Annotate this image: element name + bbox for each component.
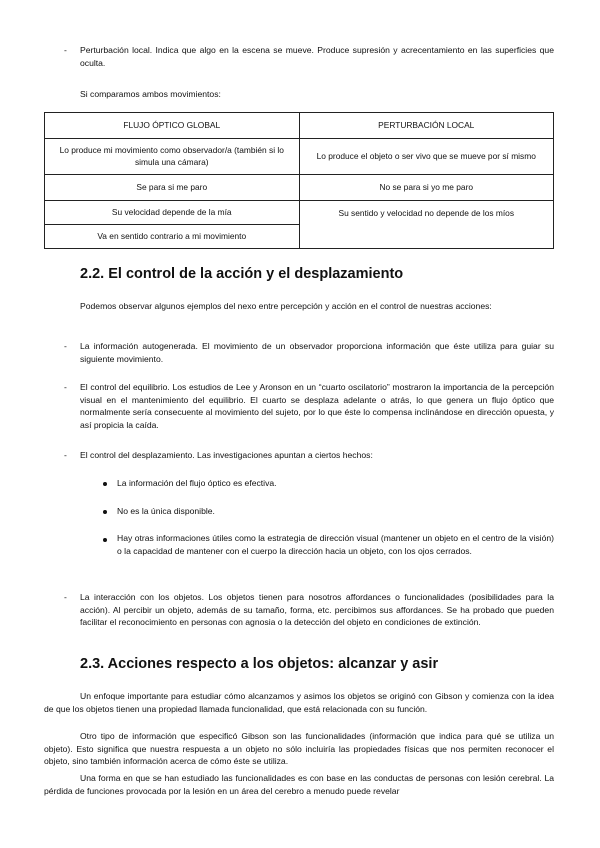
list-item-text: La información autogenerada. El movimiento de un observador proporciona información que éste utiliza para guiar su siguiente movimiento. xyxy=(80,341,554,364)
paragraph: Otro tipo de información que especificó Gibson son las funcionalidades (información que indica para qué se utiliza un objeto). Esto significa que nuestra respuesta a un objeto no sólo incluiría las propiedades físicas que nos permiten reconocer el objeto, sino también información acerca de cómo éste se utiliza. xyxy=(44,731,554,767)
list-item-text: El control del desplazamiento. Las investigaciones apuntan a ciertos hechos: xyxy=(80,450,373,460)
bullet-dot xyxy=(103,538,107,542)
list-dash: - xyxy=(64,341,67,351)
table-header-cell: FLUJO ÓPTICO GLOBAL xyxy=(45,113,300,139)
table-cell: Se para si me paro xyxy=(45,175,300,201)
list-item-text: Perturbación local. Indica que algo en la escena se mueve. Produce supresión y acrecentamiento en las superficies que oculta. xyxy=(80,45,554,68)
list-dash: - xyxy=(64,382,67,392)
section-heading: 2.2. El control de la acción y el desplazamiento xyxy=(80,266,404,282)
paragraph: Una forma en que se han estudiado las funcionalidades es con base en las conductas de personas con lesión cerebral. La pérdida de funciones provocada por la lesión en un área del cerebro a menudo puede revelar xyxy=(44,773,554,796)
table-cell: Lo produce mi movimiento como observador/a (también si lo simula una cámara) xyxy=(45,139,300,175)
paragraph: Podemos observar algunos ejemplos del nexo entre percepción y acción en el control de nuestras acciones: xyxy=(80,301,492,311)
list-dash: - xyxy=(64,45,67,55)
table-header-cell: PERTURBACIÓN LOCAL xyxy=(299,113,554,139)
compare-line: Si comparamos ambos movimientos: xyxy=(80,89,221,99)
list-dash: - xyxy=(64,592,67,602)
list-item-text: La interacción con los objetos. Los objetos tienen para nosotros affordances o funcionalidades (posibilidades para la acción). Al percibir un objeto, además de su tamaño, forma, etc. percibimos sus affordances. Se ha probado que pueden facilitar el reconocimiento en personas con agnosia o la detección del objeto en condiciones de extinción. xyxy=(80,592,554,628)
table-cell: Lo produce el objeto o ser vivo que se mueve por sí mismo xyxy=(299,139,554,175)
bullet-dot xyxy=(103,510,107,514)
paragraph: Un enfoque importante para estudiar cómo alcanzamos y asimos los objetos se originó con Gibson y comienza con la idea de que los objetos tienen una propiedad llamada funcionalidad, que está relacionada con su función. xyxy=(44,691,554,714)
list-dash: - xyxy=(64,450,67,460)
comparison-table xyxy=(44,112,554,249)
sub-list-item-text: La información del flujo óptico es efectiva. xyxy=(117,478,277,488)
table-cell: Su sentido y velocidad no depende de los míos xyxy=(299,201,554,249)
sub-list-item-text: Hay otras informaciones útiles como la estrategia de dirección visual (mantener un objeto en el centro de la visión) o la capacidad de mantener con el cuerpo la dirección hacia un objeto, con los ojos cerrados. xyxy=(117,533,554,556)
sub-list-item-text: No es la única disponible. xyxy=(117,506,215,516)
table-cell: Su velocidad depende de la mía xyxy=(45,201,300,225)
list-item-text: El control del equilibrio. Los estudios de Lee y Aronson en un “cuarto oscilatorio” mostraron la importancia de la percepción visual en el mantenimiento del equilibrio. El cuarto se desplaza adelante o atrás, lo que genera un flujo óptico que normalmente sería consecuente al movimiento del sujeto, por lo que éste lo compensa inclinándose en dirección opuesta, y así propicia la caída. xyxy=(80,382,554,430)
table-cell: No se para si yo me paro xyxy=(299,175,554,201)
table-cell: Va en sentido contrario a mi movimiento xyxy=(45,225,300,249)
bullet-dot xyxy=(103,482,107,486)
section-heading: 2.3. Acciones respecto a los objetos: alcanzar y asir xyxy=(80,656,439,672)
